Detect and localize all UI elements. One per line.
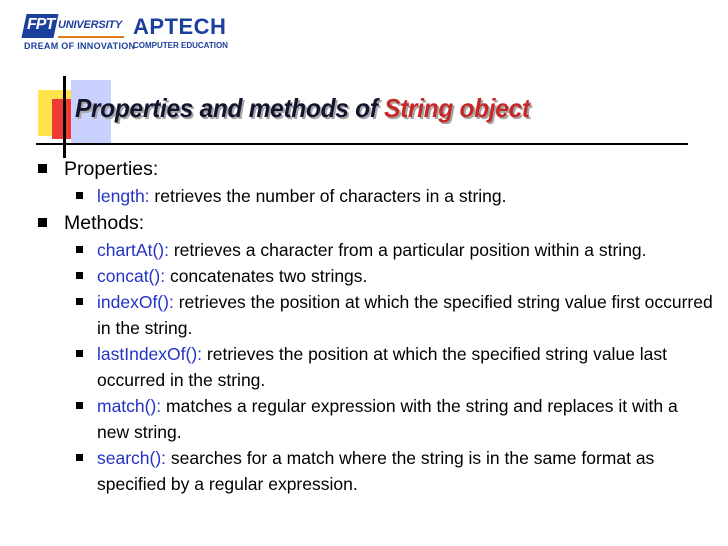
sub-bullet-list <box>70 183 714 209</box>
fpt-tagline: DREAM OF INNOVATION <box>24 41 136 51</box>
decor-vertical-line <box>63 76 66 158</box>
aptech-subtitle: COMPUTER EDUCATION <box>133 41 228 50</box>
slide-title-main: Properties and methods of <box>75 93 385 123</box>
section-heading: Methods: <box>64 212 145 234</box>
item-description: searches for a match where the string is in the same format as specified by a regular expression. <box>97 448 655 494</box>
aptech-logo <box>133 14 233 54</box>
item-term: concat(): <box>97 266 166 286</box>
bullet-list <box>34 155 714 497</box>
title-underline <box>36 143 688 145</box>
list-item-search <box>70 445 714 497</box>
slide-content <box>34 155 714 497</box>
item-description: retrieves the position at which the specified string value first occurred in the string. <box>97 292 713 338</box>
item-term: lastIndexOf(): <box>97 344 203 364</box>
section-methods <box>34 209 714 497</box>
item-term: length: <box>97 186 150 206</box>
slide-title-accent: String object <box>384 93 530 123</box>
item-description: retrieves the position at which the specified string value last occurred in the string. <box>97 344 668 390</box>
item-description: matches a regular expression with the string and replaces it with a new string. <box>97 396 678 442</box>
slide-title <box>75 93 530 124</box>
list-item-length <box>70 183 714 209</box>
fpt-university-label: UNIVERSITY <box>58 19 123 31</box>
list-item-lastindexof <box>70 341 714 393</box>
list-item-chartat <box>70 237 714 263</box>
item-description: retrieves the number of characters in a string. <box>149 186 507 206</box>
aptech-name: APTECH <box>133 14 227 39</box>
item-description: retrieves a character from a particular position within a string. <box>168 240 647 260</box>
list-item-indexof <box>70 289 714 341</box>
section-heading: Properties: <box>64 158 159 180</box>
section-properties <box>34 155 714 209</box>
item-description: concatenates two strings. <box>165 266 368 286</box>
fpt-logo-text: FPT <box>27 16 55 33</box>
fpt-university-logo <box>24 14 136 54</box>
item-term: indexOf(): <box>97 292 174 312</box>
item-term: chartAt(): <box>97 240 169 260</box>
item-term: match(): <box>97 396 162 416</box>
sub-bullet-list <box>70 237 714 497</box>
list-item-match <box>70 393 714 445</box>
item-term: search(): <box>97 448 167 468</box>
list-item-concat <box>70 263 714 289</box>
